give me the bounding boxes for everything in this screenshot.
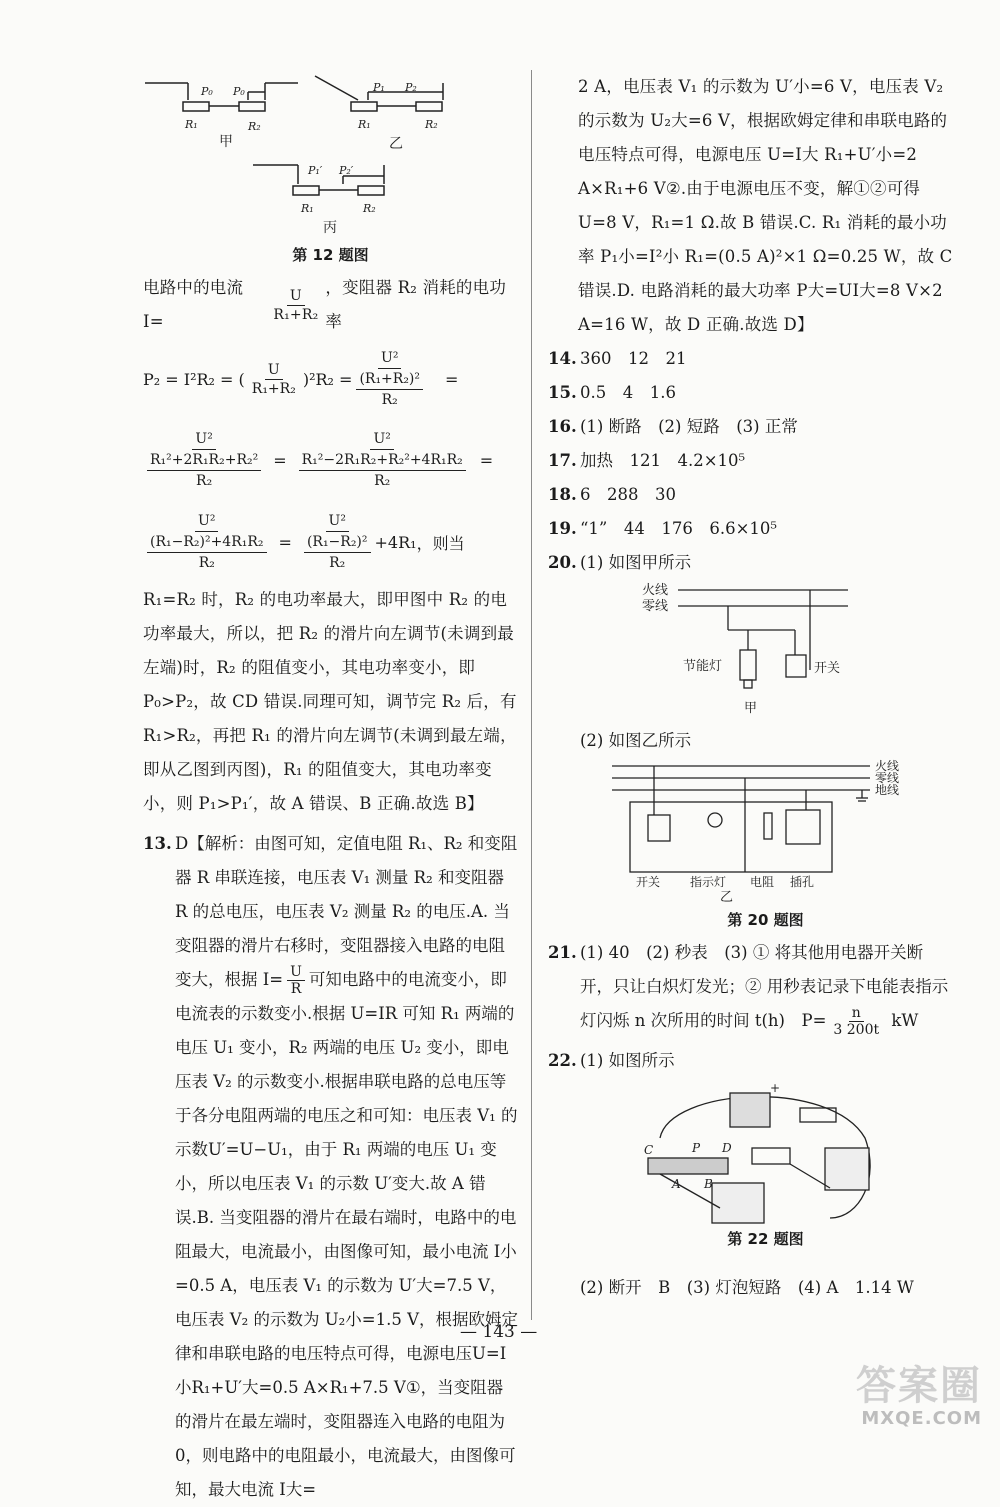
q22-number: 22.: [548, 1051, 577, 1070]
numerator: U: [287, 964, 305, 981]
numerator: U²: [370, 429, 393, 450]
neutral-wire-label: 零线: [642, 599, 669, 614]
answer-number: 15.: [548, 383, 577, 402]
q21-unit: kW: [891, 1011, 919, 1030]
fraction: [356, 348, 423, 410]
figure-12: [143, 70, 518, 265]
answer-number: 16.: [548, 417, 577, 436]
denominator: (R₁+R₂)²: [356, 369, 423, 390]
switch-label: 开关: [636, 875, 661, 888]
fraction: [830, 1005, 882, 1038]
figure-20a: [638, 580, 953, 720]
answer-row: [548, 342, 953, 376]
ground-wire-label: 地线: [875, 783, 900, 797]
fig12-label: R₂: [363, 202, 376, 215]
fraction: [270, 287, 321, 324]
figure-20a-diagram: [638, 580, 878, 720]
denominator: R: [290, 981, 302, 997]
fig12-label: P₁′: [308, 164, 323, 177]
fraction: [249, 361, 299, 398]
text: ，则当: [416, 533, 465, 553]
numerator: U: [265, 361, 283, 380]
denominator: R₁²+2R₁R₂+R₂²: [147, 450, 261, 471]
q20-number: 20.: [548, 553, 577, 572]
numerator: U: [287, 287, 305, 306]
text: ，变阻器 R₂ 消耗的电功率: [325, 278, 507, 331]
q13-number: 13.: [143, 834, 172, 853]
fig12-label: P₀: [233, 85, 245, 98]
fig12-label: P₂′: [339, 164, 354, 177]
q21-text: (1) 40 (2) 秒表 (3) ① 将其他用电器开关断开，只让白炽灯发光；② 用秒表记录下电能表指示灯闪烁 n 次所用的时间 t(h) P=: [580, 943, 949, 1030]
answer-text: 加热 121 4.2×10⁵: [580, 451, 746, 470]
answer-text: 360 12 21: [580, 349, 687, 368]
current-formula-line: [143, 271, 518, 339]
power-formula-3: [143, 501, 518, 583]
numerator: n: [849, 1005, 864, 1022]
fig20a-mark: 甲: [744, 701, 758, 716]
resistor-label: 电阻: [750, 875, 775, 888]
fraction: [147, 429, 261, 491]
answers-list: [548, 342, 953, 546]
left-column: [143, 70, 518, 1507]
denominator: R₂: [196, 473, 213, 489]
watermark-url: MXQE.COM: [861, 1408, 982, 1429]
denominator: (R₁−R₂)²+4R₁R₂: [147, 532, 267, 553]
figure-12-caption: 第 12 题图: [292, 246, 369, 264]
q13-continuation: 2 A，电压表 V₁ 的示数为 U′小=6 V，电压表 V₂ 的示数为 U₂大=6 V，根据欧姆定律和串联电路的电压特点可得，电源电压 U=I大 R₁+U′小=2 A×R₁+6 V②.由于电源电压不变，解①②可得U=8 V，R₁=1 Ω.故 B 错误.C. R₁ 消耗的最小功率 P₁小=I²小 R₁=(0.5 A)²×1 Ω=0.25 W，故 C 错误.D. 电路消耗的最大功率 P大=UI大=8 V×2 A=16 W，故 D 正确.故选 D】: [578, 77, 953, 334]
live-wire-label: 火线: [875, 759, 900, 773]
q13-text-a: D【解析：由图可知，定值电阻 R₁、R₂ 和变阻器 R 串联连接，电压表 V₁ 测量 R₂ 和变阻器 R 的总电压，电压表 V₂ 测量 R₂ 的电压.A. 当变阻器的滑片右移时，变阻器接入电路的电阻变大，根据 I=: [175, 834, 518, 989]
denominator: R₂: [198, 555, 215, 571]
figure-20-caption: 第 20 题图: [727, 911, 804, 929]
text: =: [445, 369, 459, 389]
answer-number: 18.: [548, 485, 577, 504]
answer-row: [548, 410, 953, 444]
denominator: R₂: [381, 392, 398, 408]
live-wire-label: 火线: [642, 583, 669, 598]
right-column: [548, 70, 953, 1305]
indicator-label: 指示灯: [690, 875, 727, 888]
fig22-label: A: [672, 1177, 681, 1191]
fig22-label: C: [644, 1143, 654, 1157]
watermark-logo: [856, 1364, 982, 1429]
fig12-label: R₂: [248, 120, 261, 133]
power-formula-2: [143, 419, 518, 501]
denominator: R₂: [329, 555, 346, 571]
figure-22: [630, 1078, 953, 1228]
answer-row: [548, 512, 953, 546]
fig12-label: 丙: [323, 220, 337, 236]
fig22-label: B: [704, 1177, 713, 1191]
denominator: R₁+R₂: [273, 306, 319, 323]
page-number: — 143 —: [460, 1322, 538, 1342]
answer-text: “1” 44 176 6.6×10⁵: [580, 519, 778, 538]
answer-row: [548, 444, 953, 478]
numerator: U²: [192, 429, 215, 450]
answer-number: 19.: [548, 519, 577, 538]
q20-part1: (1) 如图甲所示: [580, 553, 692, 572]
denominator: R₁+R₂: [251, 380, 296, 397]
answer-number: 14.: [548, 349, 577, 368]
fig12-label: P₂: [405, 81, 417, 94]
answer-text: (1) 断路 (2) 短路 (3) 正常: [580, 417, 798, 436]
q22-part2: [548, 1271, 953, 1305]
text: +4R₁: [374, 532, 417, 552]
socket-label: 插孔: [790, 875, 815, 888]
q22-part1: (1) 如图所示: [580, 1051, 675, 1070]
lamp-label: 节能灯: [683, 659, 723, 674]
text: )²R₂ =: [302, 369, 353, 389]
denominator: (R₁−R₂)²: [304, 532, 371, 553]
denominator: 3 200t: [833, 1022, 880, 1038]
q13-text-b: 可知电路中的电流变小，即电流表的示数变小.根据 U=IR 可知 R₁ 两端的电压 U₁ 变小，R₂ 两端的电压 U₂ 变小，即电压表 V₂ 的示数变小.根据串联电路的总电压等于各分电阻两端的电压之和可知：电压表 V₁ 的示数U′=U−U₁，由于 R₁ 两端的电压 U₁ 变小，所以电压表 V₁ 的示数 U′变大.故 A 错误.B. 当变阻器的滑片在最右端时，电路中的电阻最大，电流最小，由图像可知，最小电流 I小=0.5 A，电压表 V₁ 的示数为 U′大=7.5 V，电压表 V₂ 的示数为 U₂小=1.5 V，根据欧姆定律和串联电路的电压特点可得，电源电压U=I小R₁+U′大=0.5 A×R₁+7.5 V①，当变阻器的滑片在最左端时，变阻器连入电路的电阻为 0，则电路中的电阻最小，电流最大，由图像可知，最大电流 I大=: [175, 970, 519, 1499]
switch-label: 开关: [814, 661, 841, 676]
answer-row: [548, 478, 953, 512]
q20-part2: [548, 724, 953, 758]
fraction: [147, 511, 267, 573]
text: (2) 如图乙所示: [580, 731, 692, 750]
fraction: [287, 964, 305, 997]
fig12-label: R₁: [301, 202, 314, 215]
text: 电路中的电流 I=: [143, 278, 244, 331]
fraction: [299, 429, 466, 491]
fig12-label: 乙: [389, 136, 403, 152]
fig12-label: R₁: [358, 118, 371, 131]
numerator: U²: [378, 348, 401, 369]
answer-number: 17.: [548, 451, 577, 470]
q21-block: [548, 936, 953, 1038]
answer-text: 6 288 30: [580, 485, 676, 504]
fig12-label: R₂: [425, 118, 438, 131]
neutral-wire-label: 零线: [875, 771, 900, 785]
fig22-label: P: [692, 1141, 701, 1155]
q13-block: [143, 827, 518, 1507]
answer-row: [548, 376, 953, 410]
figure-12-diagram: [143, 70, 518, 240]
text: P₂ = I²R₂ = (: [143, 369, 245, 389]
fig20b-mark: 乙: [720, 890, 734, 905]
answer-text: 0.5 4 1.6: [580, 383, 676, 402]
watermark-text: 答案圈: [856, 1363, 982, 1409]
column-divider: [531, 70, 532, 1320]
text: (2) 断开 B (3) 灯泡短路 (4) A 1.14 W: [580, 1278, 914, 1297]
numerator: U²: [326, 511, 349, 532]
fig22-label: D: [722, 1141, 732, 1155]
figure-22-diagram: [630, 1078, 880, 1228]
fig12-label: P₁: [373, 81, 385, 94]
figure-20b-diagram: [610, 758, 950, 888]
figure-20b: [610, 758, 953, 905]
fig12-label: R₁: [185, 118, 198, 131]
q22-block: [548, 1044, 953, 1078]
denominator: R₁²−2R₁R₂+R₂²+4R₁R₂: [299, 450, 466, 471]
denominator: R₂: [374, 473, 391, 489]
fig12-label: 甲: [219, 134, 233, 150]
numerator: U²: [195, 511, 218, 532]
q21-number: 21.: [548, 943, 577, 962]
figure-22-caption: 第 22 题图: [727, 1230, 804, 1248]
fig22-label: +: [770, 1081, 781, 1095]
text: =: [278, 532, 292, 552]
q12-conclusion: R₁=R₂ 时，R₂ 的电功率最大，即甲图中 R₂ 的电功率最大，所以，把 R₂ 的滑片向左调节(未调到最左端)时，R₂ 的阻值变小，其电功率变小，即 P₀>P₂，故 CD 错误.同理可知，调节完 R₂ 后，有 R₁>R₂，再把 R₁ 的滑片向左调节(未调到最左端，即从乙图到丙图)，R₁ 的阻值变大，其电功率变小，则 P₁>P₁′，故 A 错误、B 正确.故选 B】: [143, 590, 517, 813]
q20-block: [548, 546, 953, 580]
fig12-label: P₀: [201, 85, 213, 98]
text: =: [479, 450, 494, 470]
text: =: [273, 450, 287, 470]
power-formula-1: [143, 339, 518, 419]
fraction: [304, 511, 371, 573]
